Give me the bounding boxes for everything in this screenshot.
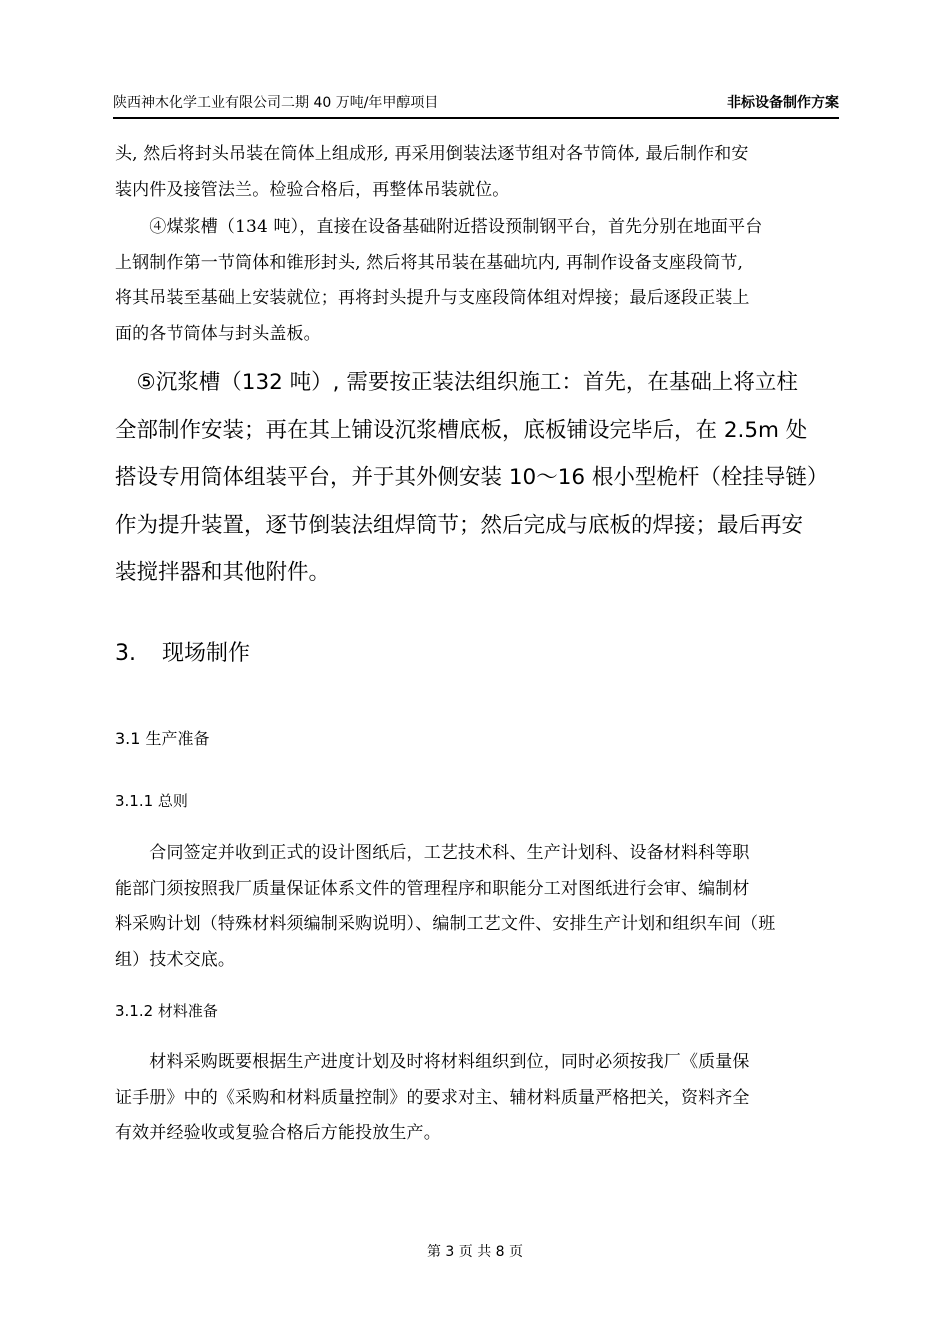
text-line: 有效并经验收或复验合格后方能投放生产。 [115,1123,441,1143]
header-divider [113,117,839,119]
text-line: 能部门须按照我厂质量保证体系文件的管理程序和职能分工对图纸进行会审、编制材 [115,878,750,899]
text-line: 将其吊装至基础上安装就位；再将封头提升与支座段筒体组对焊接；最后逐段正装上 [115,288,750,308]
paragraph-general-principles [115,836,837,978]
header-project-name: 陕西神木化学工业有限公司二期 40 万吨/年甲醇项目 [113,95,439,111]
text-line: 搭设专用筒体组装平台，并于其外侧安装 10～16 根小型桅杆（栓挂导链） [115,465,829,490]
text-line: 头, 然后将封头吊装在筒体上组成形, 再采用倒装法逐节组对各节筒体, 最后制作和安 [115,144,749,164]
page-header [113,93,839,115]
section-number: 3. [115,641,136,666]
section-heading-3-1-2: 3.1.2 材料准备 [115,1002,218,1020]
text-line: 上钢制作第一节筒体和锥形封头, 然后将其吊装在基础坑内, 再制作设备支座段筒节, [115,252,744,273]
page-number-footer: 第 3 页 共 8 页 [426,1244,524,1260]
text-line: 装内件及接管法兰。检验合格后，再整体吊装就位。 [115,179,510,200]
text-line: 作为提升装置，逐节倒装法组焊筒节；然后完成与底板的焊接；最后再安 [115,512,804,538]
section-heading-3 [115,640,250,668]
text-line: 证手册》中的《采购和材料质量控制》的要求对主、辅材料质量严格把关，资料齐全 [115,1087,750,1108]
section-title: 现场制作 [162,641,251,666]
text-line: 面的各节筒体与封头盖板。 [115,323,321,344]
section-heading-3-1-1: 3.1.1 总则 [115,792,188,810]
paragraph-settling-tank [115,359,837,597]
text-line: 料采购计划（特殊材料须编制采购说明）、编制工艺文件、安排生产计划和组织车间（班 [115,914,776,934]
text-line: 全部制作安装；再在其上铺设沉浆槽底板，底板铺设完毕后，在 2.5m 处 [115,417,808,443]
text-line: 材料采购既要根据生产进度计划及时将材料组织到位，同时必须按我厂《质量保 [115,1052,750,1072]
header-document-title: 非标设备制作方案 [727,95,839,111]
text-line: 装搅拌器和其他附件。 [115,560,331,585]
paragraph-material-preparation [115,1045,837,1152]
section-heading-3-1: 3.1 生产准备 [115,729,210,748]
text-line: 组）技术交底。 [115,949,236,970]
paragraph-coal-slurry-tank [115,210,837,352]
text-line: ⑤沉浆槽（132 吨）, 需要按正装法组织施工：首先，在基础上将立柱 [115,370,798,395]
text-line: 合同签定并收到正式的设计图纸后，工艺技术科、生产计划科、设备材料科等职 [115,843,750,863]
paragraph-tower-assembly-end [115,137,837,208]
text-line: ④煤浆槽（134 吨），直接在设备基础附近搭设预制钢平台，首先分别在地面平台 [115,217,763,237]
